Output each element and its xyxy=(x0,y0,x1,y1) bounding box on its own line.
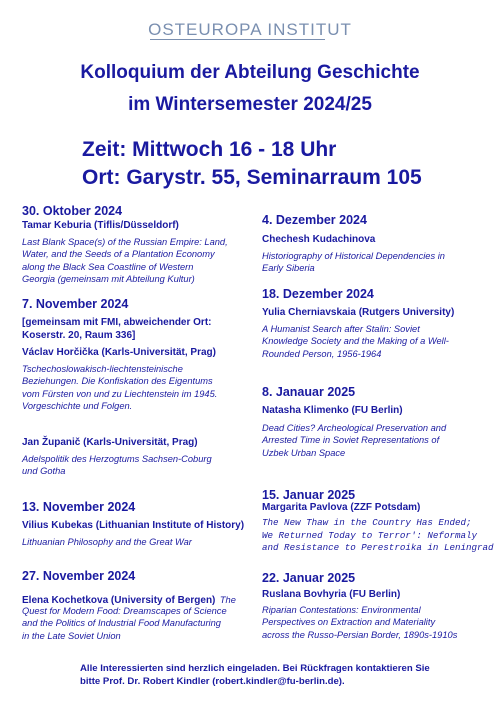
event-date: 18. Dezember 2024 xyxy=(262,287,374,301)
page-title-line1: Kolloquium der Abteilung Geschichte xyxy=(80,62,420,83)
event-talk: Riparian Contestations: Environmental Perspectives on Extraction and Materiality across the Russo-Persian Border, 1890s-1910s xyxy=(262,605,458,640)
event-date: 30. Oktober 2024 xyxy=(22,204,123,218)
event-date: 22. Januar 2025 xyxy=(262,571,356,585)
event-talk: Historiography of Historical Dependencies in Early Siberia xyxy=(262,251,445,274)
event-talk: Dead Cities? Archeological Preservation and Arrested Time in Soviet Representations of Uzbek Urban Space xyxy=(262,423,447,458)
event-speaker: Vilius Kubekas (Lithuanian Institute of History) xyxy=(22,520,245,531)
event-speaker: Václav Horčička (Karls-Universität, Prag) xyxy=(22,347,216,358)
event-date: 4. Dezember 2024 xyxy=(262,213,367,227)
footer-line1: Alle Interessierten sind herzlich eingeladen. Bei Rückfragen kontaktieren Sie xyxy=(80,663,430,674)
event-talk: A Humanist Search after Stalin: Soviet Knowledge Society and the Making of a Well- Rounded Person, 1956-1964 xyxy=(262,324,449,359)
event-speaker: Margarita Pavlova (ZZF Potsdam) xyxy=(262,502,421,513)
event-talk: Last Blank Space(s) of the Russian Empire: Land, Water, and the Seeds of a Plantation Economy along the Black Sea Coastline of Western Georgia (gemeinsam mit Abteilung Kultur) xyxy=(22,237,228,285)
event-date: 8. Janauar 2025 xyxy=(262,385,356,399)
event-talk: Tschechoslowakisch-liechtensteinische Beziehungen. Die Konfiskation des Eigentums vom Fürsten von und zu Liechtenstein im 1945. Vorgeschichte und Folgen. xyxy=(22,364,218,412)
event-talk: Quest for Modern Food: Dreamscapes of Science and the Politics of Industrial Food Manufacturing in the Late Soviet Union xyxy=(22,606,227,641)
event-talk: Adelspolitik des Herzogtums Sachsen-Coburg und Gotha xyxy=(22,454,212,477)
event-speaker: Jan Županič (Karls-Universität, Prag) xyxy=(22,437,198,448)
event-location-note: [gemeinsam mit FMI, abweichender Ort: Koserstr. 20, Raum 336] xyxy=(22,317,212,341)
event-speaker: Ruslana Bovhyria (FU Berlin) xyxy=(262,589,401,600)
logo-underline xyxy=(150,39,325,40)
event-speaker: Elena Kochetkova (University of Bergen) xyxy=(22,595,216,606)
place-info: Ort: Garystr. 55, Seminarraum 105 xyxy=(82,166,422,189)
event-date: 7. November 2024 xyxy=(22,297,129,311)
event-date: 27. November 2024 xyxy=(22,569,136,583)
footer-line2: bitte Prof. Dr. Robert Kindler (robert.kindler@fu-berlin.de). xyxy=(80,676,345,687)
page-title-line2: im Wintersemester 2024/25 xyxy=(128,94,372,115)
event-date: 13. November 2024 xyxy=(22,500,136,514)
event-talk: Lithuanian Philosophy and the Great War xyxy=(22,537,192,547)
institute-logo: OSTEUROPA INSTITUT xyxy=(148,20,352,39)
event-date: 15. Januar 2025 xyxy=(262,488,356,502)
event-talk-start: The xyxy=(219,595,236,605)
event-speaker: Tamar Keburia (Tiflis/Düsseldorf) xyxy=(22,220,179,231)
event-speaker: Yulia Cherniavskaia (Rutgers University) xyxy=(262,307,455,318)
time-info: Zeit: Mittwoch 16 - 18 Uhr xyxy=(82,138,337,161)
event-talk: The New Thaw in the Country Has Ended; We Returned Today to Terror': Neformaly and Resistance to Perestroika in Leningrad xyxy=(262,517,494,554)
footer-note xyxy=(80,662,430,688)
event-speaker: Chechesh Kudachinova xyxy=(262,234,376,245)
event-speaker: Natasha Klimenko (FU Berlin) xyxy=(262,405,403,416)
